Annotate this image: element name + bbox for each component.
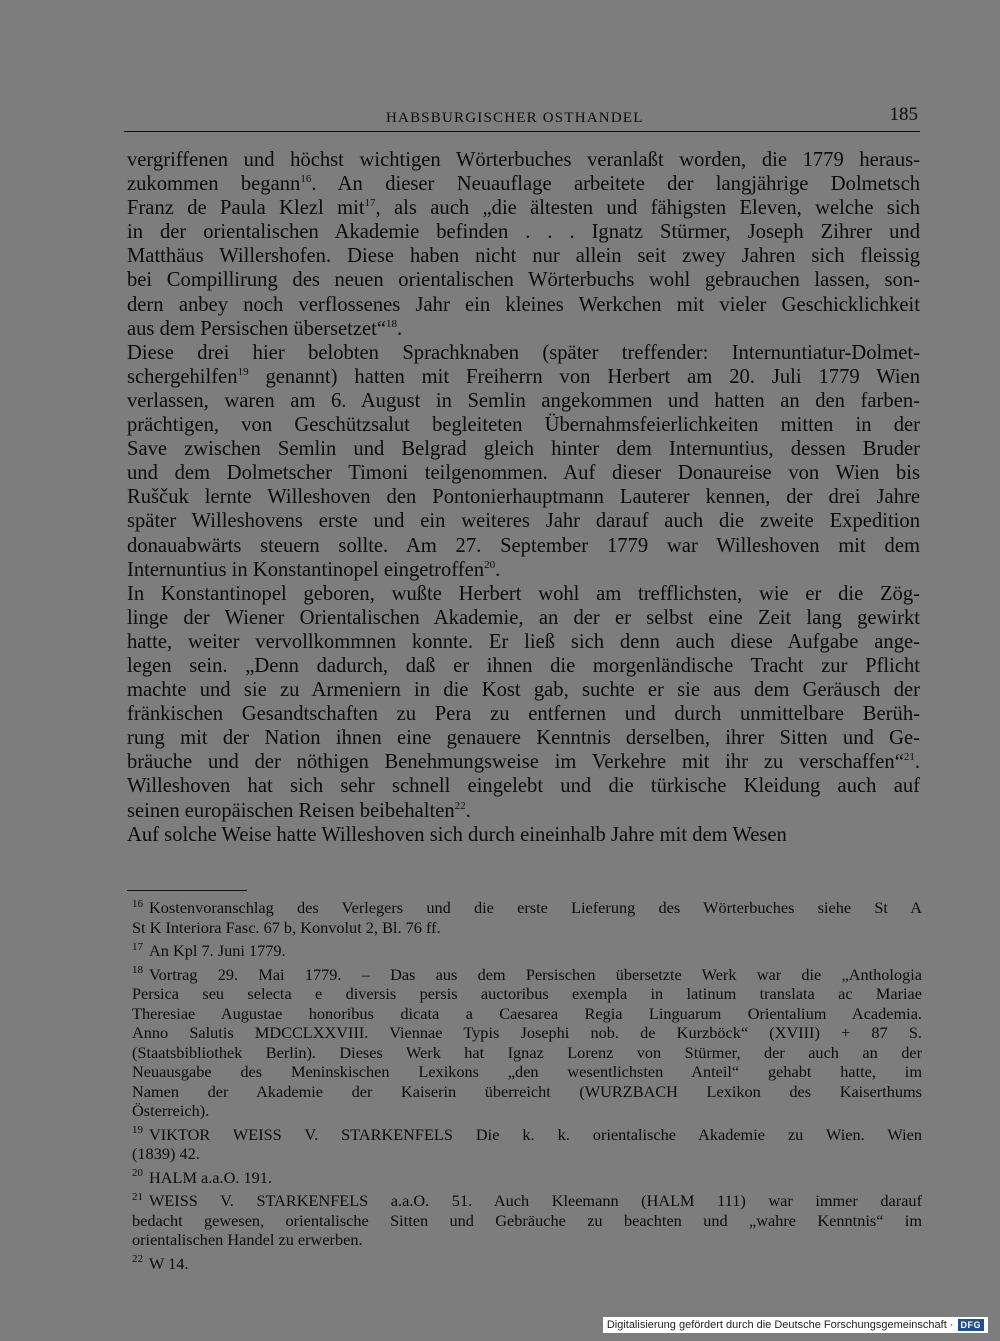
line-text: legen sein. „Denn dadurch, daß er ihnen die morgenländische Tracht zur Pflicht <box>127 654 920 677</box>
footnote-text: Persica seu selecta e diversis persis auctoribus exempla in latinum translata ac Mariae <box>132 984 922 1003</box>
body-line <box>127 172 920 196</box>
line-text: seinen europäischen Reisen beibehalten <box>127 799 455 822</box>
footnote-text: Österreich). <box>132 1101 210 1120</box>
footnote-17 <box>132 941 922 961</box>
footnote-line <box>132 984 922 1004</box>
line-text: linge der Wiener Orientalischen Akademie, an der er selbst eine Zeit lang gewirkt <box>127 606 920 629</box>
line-text: verlassen, waren am 6. August in Semlin angekommen und hatten an den farben- <box>127 389 920 412</box>
body-line <box>127 702 920 726</box>
footnote-line <box>132 941 922 961</box>
credit-text: Digitalisierung gefördert durch die Deutsche Forschungsgemeinschaft · <box>606 1319 954 1331</box>
body-line <box>127 485 920 509</box>
line-text-continued: . An dieser Neuauflage arbeitete der langjährige Dolmetsch <box>311 173 921 196</box>
line-text-continued: . <box>914 751 920 774</box>
footnote-line <box>132 1043 922 1063</box>
footnote-text: St K Interiora Fasc. 67 b, Konvolut 2, Bl. 76 ff. <box>132 917 441 937</box>
body-line <box>127 244 920 268</box>
body-line <box>127 461 920 485</box>
line-text: in der orientalischen Akademie befinden . . . Ignatz Stürmer, Joseph Zihrer und <box>127 221 920 244</box>
page-number: 185 <box>889 104 918 125</box>
footnote-reference: 21 <box>903 751 915 764</box>
footnote-reference: 20 <box>484 558 496 571</box>
line-text-continued: genannt) hatten mit Freiherrn von Herbert am 20. Juli 1779 Wien <box>248 365 920 388</box>
footnote-18 <box>132 965 922 1121</box>
line-text: rung mit der Nation ihnen eine genauere Kenntnis derselben, ihrer Sitten und Ge- <box>127 727 920 750</box>
footnote-text: Vortrag 29. Mai 1779. – Das aus dem Persischen übersetzte Werk war die „Anthologia <box>149 964 922 984</box>
footnote-text: Kostenvoranschlag des Verlegers und die erste Lieferung des Wörterbuches siehe St A <box>149 898 922 917</box>
footnote-number: 19 <box>132 1124 143 1137</box>
line-text-continued: , als auch „die ältesten und fähigsten Eleven, welche sich <box>375 197 920 220</box>
line-text: bei Compillirung des neuen orientalischen Wörterbuchs wohl gebrauchen lassen, son- <box>127 269 920 292</box>
footnote-text: Namen der Akademie der Kaiserin überreicht (WURZBACH Lexikon des Kaiserthums <box>132 1081 922 1101</box>
footnote-text: Theresiae Augustae honoribus dicata a Caesarea Regia Linguarum Orientalium Academia. <box>132 1003 922 1023</box>
footnote-reference: 18 <box>386 317 398 330</box>
body-text <box>127 148 920 847</box>
body-line <box>127 293 920 317</box>
body-line <box>127 799 920 823</box>
footnote-text: WEISS V. STARKENFELS a.a.O. 51. Auch Kleemann (HALM 111) war immer darauf <box>149 1191 922 1210</box>
line-text: In Konstantinopel geboren, wußte Herbert wohl am trefflichsten, wie er die Zög- <box>127 582 920 605</box>
footnote-21 <box>132 1191 922 1250</box>
footnote-line <box>132 898 922 918</box>
body-line <box>127 196 920 220</box>
footnote-16 <box>132 898 922 937</box>
line-text: schergehilfen <box>127 365 238 388</box>
line-text: Franz de Paula Klezl mit <box>127 197 365 220</box>
footnote-text: HALM a.a.O. 191. <box>149 1167 272 1187</box>
footnotes <box>132 898 922 1277</box>
header-rule <box>124 131 920 132</box>
footnote-line <box>132 918 922 938</box>
line-text: Ruščuk lernte Willeshoven den Pontonierhauptmann Lauterer kennen, der drei Jahre <box>127 486 920 509</box>
line-text: machte und sie zu Armeniern in die Kost gab, suchte er sie aus dem Geräusch der <box>127 679 920 702</box>
line-text: bräuche und der nöthigen Benehmungsweise im Verkehre mit ihr zu verschaffen“ <box>127 751 904 774</box>
footnote-reference: 17 <box>364 197 376 210</box>
footnote-number: 18 <box>132 964 143 977</box>
body-line <box>127 630 920 654</box>
body-line <box>127 437 920 461</box>
footnote-number: 16 <box>132 897 143 910</box>
body-line <box>127 726 920 750</box>
footnote-line <box>132 1144 922 1164</box>
line-text-continued: . <box>397 317 403 340</box>
footnote-line <box>132 1191 922 1211</box>
line-text-continued: . <box>495 558 501 581</box>
footnote-text: orientalischen Handel zu erwerben. <box>132 1230 363 1249</box>
footnote-number: 21 <box>132 1190 143 1203</box>
body-line <box>127 413 920 437</box>
footnote-line <box>132 1211 922 1231</box>
body-line <box>127 317 920 341</box>
footnote-number: 17 <box>132 940 143 953</box>
body-line <box>127 509 920 533</box>
body-line <box>127 823 920 847</box>
footnote-text: W 14. <box>149 1253 189 1273</box>
footnote-reference: 22 <box>454 799 466 812</box>
footnote-22 <box>132 1254 922 1274</box>
footnote-text: (Staatsbibliothek Berlin). Dieses Werk hat Ignaz Lorenz von Stürmer, der auch an der <box>132 1042 922 1062</box>
dfg-logo: DFG <box>958 1319 985 1331</box>
line-text: Diese drei hier belobten Sprachknaben (später treffender: Internuntiatur-Dolmet- <box>127 341 920 364</box>
line-text: dern anbey noch verflossenes Jahr ein kleines Werkchen mit vieler Geschicklichkeit <box>127 293 920 316</box>
line-text: Auf solche Weise hatte Willeshoven sich durch eineinhalb Jahre mit dem Wesen <box>127 823 787 846</box>
body-line <box>127 341 920 365</box>
line-text: prächtigen, von Geschützsalut begleiteten Übernahmsfeierlichkeiten mitten in der <box>127 414 920 437</box>
footnote-line <box>132 1168 922 1188</box>
footnote-line <box>132 1101 922 1121</box>
footnote-20 <box>132 1168 922 1188</box>
footnote-text: Neuausgabe des Meninskischen Lexikons „den wesentlichsten Anteil“ gehabt hatte, im <box>132 1062 922 1081</box>
footnote-reference: 16 <box>300 173 312 186</box>
footnote-text: An Kpl 7. Juni 1779. <box>149 941 286 960</box>
line-text: hatte, weiter vervollkommnen konnte. Er ließ sich denn auch diese Aufgabe ange- <box>127 630 920 653</box>
line-text: Matthäus Willershofen. Diese haben nicht nur allein seit zwey Jahren sich fleissig <box>127 245 920 268</box>
footnote-line <box>132 1004 922 1024</box>
footnote-reference: 19 <box>237 365 249 378</box>
line-text: fränkischen Gesandtschaften zu Pera zu entfernen und durch unmittelbare Berüh- <box>127 703 920 726</box>
body-line <box>127 534 920 558</box>
footnote-text: VIKTOR WEISS V. STARKENFELS Die k. k. orientalische Akademie zu Wien. Wien <box>149 1124 922 1144</box>
footnote-text: (1839) 42. <box>132 1144 200 1163</box>
running-title: HABSBURGISCHER OSTHANDEL <box>386 110 644 126</box>
body-line <box>127 389 920 413</box>
footnote-line <box>132 1062 922 1082</box>
line-text-continued: . <box>465 799 471 822</box>
body-line <box>127 558 920 582</box>
body-line <box>127 268 920 292</box>
line-text: Willeshoven hat sich sehr schnell eingelebt und die türkische Kleidung auch auf <box>127 775 920 798</box>
page-header <box>124 104 922 134</box>
body-line <box>127 750 920 774</box>
footnote-number: 20 <box>132 1167 143 1180</box>
body-line <box>127 654 920 678</box>
line-text: vergriffenen und höchst wichtigen Wörterbuches veranlaßt worden, die 1779 heraus- <box>127 149 920 171</box>
footnote-line <box>132 1023 922 1043</box>
digitization-credit <box>603 1317 988 1333</box>
body-line <box>127 606 920 630</box>
footnote-line <box>132 965 922 985</box>
footnote-19 <box>132 1125 922 1164</box>
footnote-rule <box>127 890 247 891</box>
line-text: Internuntius in Konstantinopel eingetroffen <box>127 558 485 581</box>
body-line <box>127 220 920 244</box>
body-line <box>127 774 920 798</box>
footnote-line <box>132 1125 922 1145</box>
line-text: später Willeshovens erste und ein weiteres Jahr darauf auch die zweite Expedition <box>127 510 920 533</box>
body-line <box>127 678 920 702</box>
line-text: Save zwischen Semlin und Belgrad gleich hinter dem Internuntius, dessen Bruder <box>127 438 920 461</box>
line-text: zukommen begann <box>127 173 301 196</box>
body-line <box>127 148 920 172</box>
footnote-line <box>132 1254 922 1274</box>
body-line <box>127 582 920 606</box>
body-line <box>127 365 920 389</box>
footnote-line <box>132 1082 922 1102</box>
footnote-line <box>132 1230 922 1250</box>
footnote-text: Anno Salutis MDCCLXXVIII. Viennae Typis Josephi nob. de Kurzböck“ (XVIII) + 87 S. <box>132 1023 922 1042</box>
line-text: donauabwärts steuern sollte. Am 27. September 1779 war Willeshoven mit dem <box>127 534 920 557</box>
footnote-text: bedacht gewesen, orientalische Sitten und Gebräuche zu beachten und „wahre Kenntnis“ im <box>132 1210 922 1230</box>
footnote-number: 22 <box>132 1253 143 1266</box>
line-text: und dem Dolmetscher Timoni teilgenommen. Auf dieser Donaureise von Wien bis <box>127 462 920 485</box>
line-text: aus dem Persischen übersetzet“ <box>127 317 387 340</box>
